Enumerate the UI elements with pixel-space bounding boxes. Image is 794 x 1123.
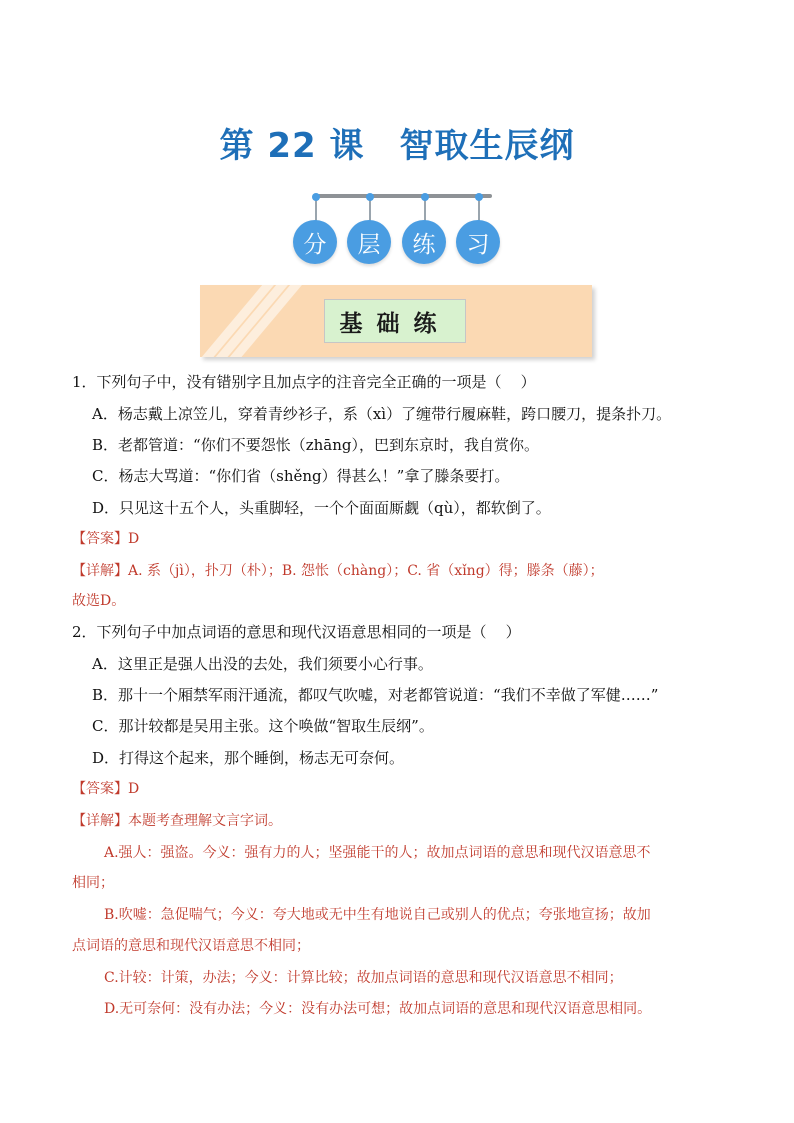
explanation-line: 故选D。 [72, 593, 126, 609]
question-stem: 1．下列句子中，没有错别字且加点字的注音完全正确的一项是（ ） [72, 373, 536, 391]
explanation-line: D.无可奈何：没有办法；今义：没有办法可想；故加点词语的意思和现代汉语意思相同。 [104, 1001, 652, 1017]
badge-circle: 练 [402, 220, 446, 264]
hanger-string [478, 196, 480, 222]
explanation-line: 点词语的意思和现代汉语意思不相同； [72, 938, 310, 954]
explanation-line: B.吹嘘：急促喘气；今义：夸大地或无中生有地说自己或别人的优点；夸张地宣扬；故加 [104, 907, 651, 923]
badge-circle: 分 [293, 220, 337, 264]
option-a: A．这里正是强人出没的去处，我们须要小心行事。 [92, 655, 433, 673]
option-c: C．杨志大骂道：“你们省（shěng）得甚么！”拿了滕条要打。 [92, 467, 510, 485]
hanger-bar [313, 194, 492, 198]
lesson-title: 第 22 课 智取生辰纲 [219, 126, 575, 166]
hanger-string [424, 196, 426, 222]
option-a: A．杨志戴上凉笠儿，穿着青纱衫子，系（xì）了缠带行履麻鞋，跨口腰刀，提条扑刀。 [92, 405, 672, 423]
option-c: C．那计较都是吴用主张。这个唤做“智取生辰纲”。 [92, 717, 434, 735]
question-stem: 2．下列句子中加点词语的意思和现代汉语意思相同的一项是（ ） [72, 623, 521, 641]
banner-label: 基础练 [324, 299, 466, 343]
option-b: B．那十一个厢禁军雨汗通流，都叹气吹嘘，对老都管说道：“我们不幸做了军健……” [92, 686, 659, 704]
explanation-line: 【详解】本题考查理解文言字词。 [72, 813, 282, 829]
explanation-line: C.计较：计策，办法；今义：计算比较；故加点词语的意思和现代汉语意思不相同； [104, 970, 623, 986]
option-d: D．只见这十五个人，头重脚轻，一个个面面厮觑（qù），都软倒了。 [92, 499, 551, 517]
option-b: B．老都管道：“你们不要怨怅（zhāng），巴到东京时，我自赏你。 [92, 436, 539, 454]
badge-circle: 习 [456, 220, 500, 264]
hanger-string [315, 196, 317, 222]
answer: 【答案】D [72, 781, 140, 797]
explanation-line: 【详解】A. 系（jì），扑刀（朴）；B. 怨怅（chàng）；C. 省（xǐng）得；滕条（藤）； [72, 563, 604, 579]
section-banner [200, 285, 592, 357]
option-d: D．打得这个起来，那个睡倒，杨志无可奈何。 [92, 749, 405, 767]
explanation-line: A.强人：强盗。今义：强有力的人；坚强能干的人；故加点词语的意思和现代汉语意思不 [104, 845, 651, 861]
explanation-line: 相同； [72, 875, 114, 891]
hanger-string [369, 196, 371, 222]
answer: 【答案】D [72, 531, 140, 547]
badge-circle: 层 [347, 220, 391, 264]
